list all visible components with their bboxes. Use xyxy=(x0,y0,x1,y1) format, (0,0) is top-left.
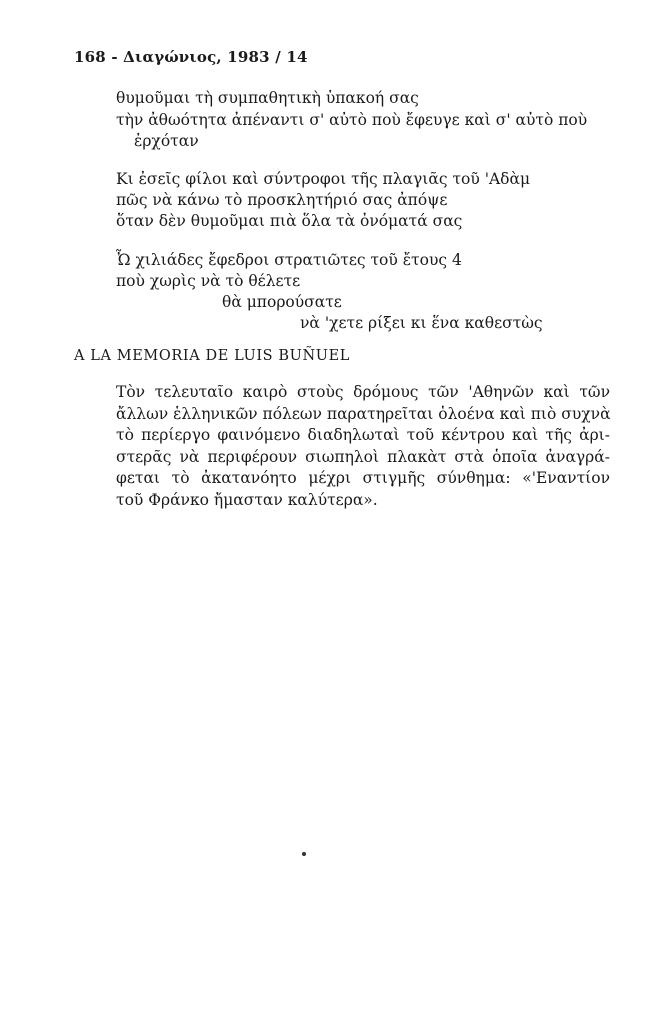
paragraph-line: Τὸν τελευταῖο καιρὸ στοὺς δρόμους τῶν 'Αθηνῶν καὶ τῶν xyxy=(116,383,610,401)
poem-line: πῶς νὰ κάνω τὸ προσκλητήριό σας ἀπόψε xyxy=(116,191,448,209)
running-head: 168 - Διαγώνιος, 1983 / 14 xyxy=(74,48,308,66)
section-title: A LA MEMORIA DE LUIS BUÑUEL xyxy=(74,348,351,364)
paragraph-line: φεται τὸ ἀκατανόητο μέχρι στιγμῆς σύνθημα: «'Εναντίον xyxy=(116,469,610,487)
poem-line: ποὺ χωρὶς νὰ τὸ θέλετε xyxy=(116,272,301,290)
page-mark-dot xyxy=(302,852,306,856)
poem-line: θὰ μπορούσατε xyxy=(222,293,342,311)
paragraph-line: ἄλλων ἑλληνικῶν πόλεων παρατηρεῖται ὁλοένα καὶ πιὸ συχνὰ xyxy=(116,404,611,423)
poem-line: νὰ 'χετε ρίξει κι ἕνα καθεστὼς xyxy=(300,314,543,332)
poem-line: ἐρχόταν xyxy=(134,132,199,150)
poem-line: Ὦ χιλιάδες ἔφεδροι στρατιῶτες τοῦ ἔτους 4 xyxy=(116,251,462,269)
paragraph-line: τὸ περίεργο φαινόμενο διαδηλωταὶ τοῦ κέντρου καὶ τῆς ἀρι- xyxy=(116,426,610,444)
poem-line: Κι ἐσεῖς φίλοι καὶ σύντροφοι τῆς πλαγιᾶς τοῦ 'Αδὰμ xyxy=(116,170,531,188)
paragraph-line: τοῦ Φράνκο ἤμασταν καλύτερα». xyxy=(116,490,378,509)
paragraph-line: στερᾶς νὰ περιφέρουν σιωπηλοὶ πλακὰτ στὰ ὁποῖα ἀναγρά- xyxy=(116,447,610,466)
poem-line: ὅταν δὲν θυμοῦμαι πιὰ ὅλα τὰ ὀνόματά σας xyxy=(116,212,463,230)
poem-line: θυμοῦμαι τὴ συμπαθητικὴ ὑπακοή σας xyxy=(116,89,419,107)
poem-line: τὴν ἀθωότητα ἀπέναντι σ' αὐτὸ ποὺ ἔφευγε καὶ σ' αὐτὸ ποὺ xyxy=(116,111,588,129)
prose-paragraph xyxy=(116,382,610,511)
